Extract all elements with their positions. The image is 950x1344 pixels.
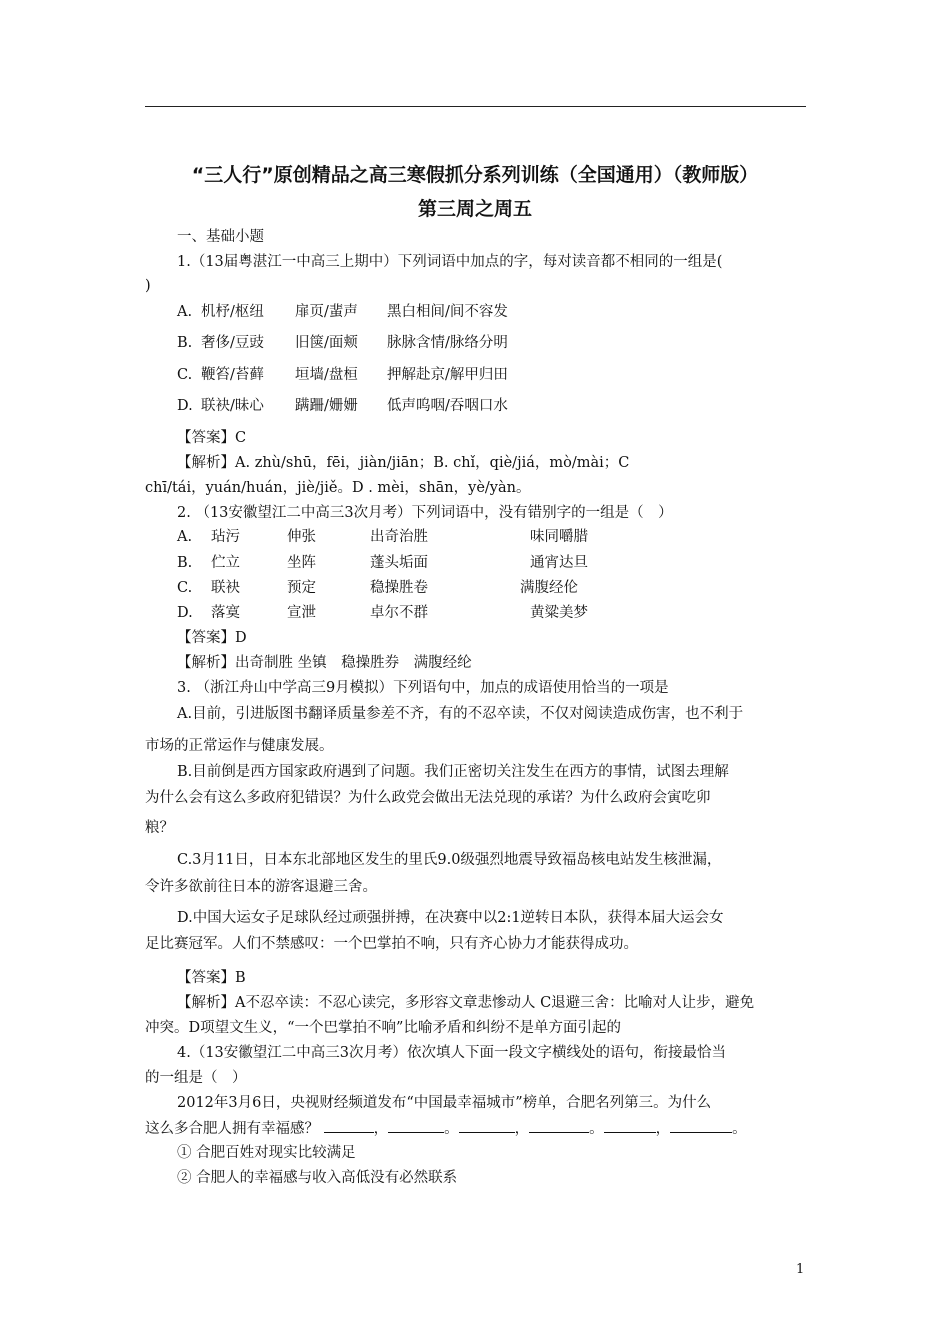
- doc-title-line2: 第三周之周五: [417, 198, 532, 220]
- q3-analysis-cont: 冲突。D项望文生义，“一个巴掌拍不响”比喻矛盾和纠纷不是单方面引起的: [145, 1020, 621, 1036]
- section-heading: 一、基础小题: [177, 229, 264, 245]
- q3-option-c: C.3月11日，日本东北部地区发生的里氏9.0级强烈地震导致福岛核电站发生核泄漏，: [177, 852, 722, 868]
- fill-blank-1: [324, 1118, 374, 1133]
- q3-option-b: B.目前倒是西方国家政府遇到了问题。我们正密切关注发生在西方的事情，试图去理解: [177, 764, 729, 780]
- q1-answer: 【答案】C: [177, 430, 247, 446]
- fill-blank-5: [604, 1118, 656, 1133]
- q3-option-a-cont: 市场的正常运作与健康发展。: [145, 738, 334, 754]
- q4-item-1: ① 合肥百姓对现实比较满足: [177, 1145, 356, 1161]
- q4-item-2: ② 合肥人的幸福感与收入高低没有必然联系: [177, 1170, 458, 1186]
- q1-stem-end: ): [145, 278, 151, 294]
- q4-stem-cont: 的一组是（ ）: [145, 1070, 247, 1086]
- q3-option-a: A.目前，引进版图书翻译质量参差不齐，有的不忍卒读，不仅对阅读造成伤害，也不利于: [177, 706, 744, 722]
- q2-analysis: 【解析】出奇制胜 坐镇 稳操胜券 满腹经纶: [177, 655, 472, 671]
- q4-passage: 2012年3月6日，央视财经频道发布“中国最幸福城市”榜单，合肥名列第三。为什么: [177, 1095, 712, 1111]
- q3-answer: 【答案】B: [177, 970, 246, 986]
- q3-option-c-cont: 令许多欲前往日本的游客退避三舍。: [145, 879, 377, 895]
- q4-passage-cont: 这么多合肥人拥有幸福感？ ， 。 ， 。 ， 。: [145, 1118, 747, 1139]
- fill-blank-2: [388, 1118, 444, 1133]
- q1-analysis-cont: chī/tái，yuán/huán，jiè/jiě。D . mèi，shān，yè/yàn。: [145, 480, 531, 496]
- q1-stem: 1.（13届粤湛江一中高三上期中）下列词语中加点的字，每对读音都不相同的一组是(: [177, 254, 723, 270]
- q3-option-b-cont: 为什么会有这么多政府犯错误？为什么政党会做出无法兑现的承诺？为什么政府会寅吃卯: [145, 790, 711, 806]
- q2-stem: 2. （13安徽望江二中高三3次月考）下列词语中，没有错别字的一组是（ ）: [177, 505, 673, 521]
- q3-option-b-end: 粮？: [145, 820, 174, 836]
- q4-stem: 4.（13安徽望江二中高三3次月考）依次填人下面一段文字横线处的语句，衔接最恰当: [177, 1045, 727, 1061]
- fill-blank-4: [529, 1118, 589, 1133]
- q3-option-d-cont: 足比赛冠军。人们不禁感叹：一个巴掌拍不响，只有齐心协力才能获得成功。: [145, 936, 638, 952]
- q2-answer: 【答案】D: [177, 630, 247, 646]
- q3-option-d: D.中国大运女子足球队经过顽强拼搏，在决赛中以2:1逆转日本队，获得本届大运会女: [177, 910, 724, 926]
- doc-title-line1: “三人行”原创精品之高三寒假抓分系列训练（全国通用）（教师版）: [191, 164, 759, 186]
- fill-blank-6: [670, 1118, 732, 1133]
- page-number: 1: [796, 1262, 805, 1277]
- q1-analysis: 【解析】A. zhù/shū，fēi，jiàn/jiān；B. chǐ，qiè/jiá，mò/mài；C: [177, 455, 630, 471]
- fill-blank-3: [459, 1118, 515, 1133]
- header-rule: [145, 106, 806, 107]
- q3-stem: 3. （浙江舟山中学高三9月模拟）下列语句中，加点的成语使用恰当的一项是: [177, 680, 669, 696]
- q3-analysis: 【解析】A不忍卒读：不忍心读完，多形容文章悲惨动人 C退避三舍：比喻对人让步，避免: [177, 995, 755, 1011]
